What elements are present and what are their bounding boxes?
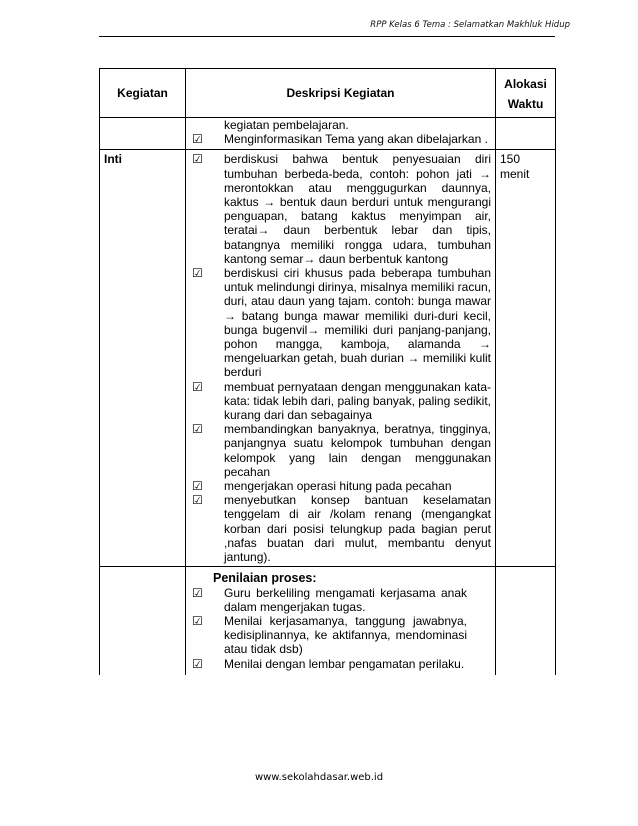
cell-kegiatan-empty [100,118,186,150]
list-item [192,586,467,614]
table-row-inti [100,150,556,567]
list-item [192,493,491,564]
cell-penilaian-deskripsi [186,567,496,675]
penilaian-list [186,586,495,671]
list-item [192,380,491,423]
header-deskripsi: Deskripsi Kegiatan [186,69,496,118]
inti-list [186,152,495,564]
list-item [192,266,491,380]
checkbox-icon: ☑ [192,656,203,671]
page-header: RPP Kelas 6 Tema : Selamatkan Makhluk Hidup [370,20,570,30]
continued-text: kegiatan pembelajaran. [224,118,349,132]
header-alokasi-waktu [496,69,556,118]
header-waktu: Waktu [507,97,544,111]
list-item-text: Guru berkeliling mengamati kerjasama anak dalam mengerjakan tugas. [224,585,467,614]
list-item [192,479,491,493]
list-item-text: Menilai dengan lembar pengamatan perilaku. [224,656,465,671]
alokasi-unit: menit [500,166,530,181]
list-item [192,657,467,671]
cell-alokasi-empty [496,567,556,675]
list-item [192,422,491,479]
checkbox-icon: ☑ [192,266,203,281]
cell-inti-label: Inti [100,150,186,567]
table-row-pendahuluan [100,118,556,150]
table-row-penilaian [100,567,556,675]
cell-kegiatan-empty [100,567,186,675]
list-item-text: membuat pernyataan dengan menggunakan kata-kata: tidak lebih dari, paling banyak, paling sedikit, kurang dari dan sebagainya [224,379,491,423]
cell-alokasi-empty [496,118,556,150]
checkbox-icon: ☑ [192,493,203,508]
checkbox-icon: ☑ [192,613,203,628]
list-item [192,614,467,657]
table-header-row [100,69,556,118]
header-alokasi: Alokasi [504,77,547,91]
checkbox-icon: ☑ [192,132,203,147]
checkbox-icon: ☑ [192,422,203,437]
list-item-text: Menginformasikan Tema yang akan dibelajarkan . [224,132,488,147]
cell-inti-alokasi [496,150,556,567]
list-item-text: berdiskusi bahwa bentuk penyesuaian diri tumbuhan berbeda-beda, contoh: pohon jati → merontokkan atau menggugurkan daunnya, kaktus → bentuk daun berduri untuk mengurangi penguapan, batang kaktus menyimpan air, teratai→ daun berbentuk lebar dan tipis, batangnya memiliki rongga udara, tumbuhan kantong semar→ daun berbentuk kantong [224,152,491,266]
list-item-text: mengerjakan operasi hitung pada pecahan [224,479,452,494]
list-item [192,132,491,146]
penilaian-title: Penilaian proses: [213,571,317,586]
list-item-text: membandingkan banyaknya, beratnya, tingginya, panjangnya suatu kelompok tumbuhan dengan kelompok yang lain dengan menggunakan pecahan [224,422,491,479]
rpp-table [99,68,556,675]
checkbox-icon: ☑ [192,479,203,494]
checkbox-icon: ☑ [192,152,203,167]
header-rule [99,36,555,37]
alokasi-value: 150 [500,152,521,167]
list-item-text: berdiskusi ciri khusus pada beberapa tumbuhan untuk melindungi dirinya, misalnya memiliki racun, duri, atau daun yang tajam. contoh: bunga mawar → batang bunga mawar memiliki duri-duri kecil, bunga bugenvil→ memiliki duri panjang-panjang, pohon mangga, kamboja, alamanda → mengeluarkan getah, buah durian → memiliki kulit berduri [224,266,491,380]
list-item-text: Menilai kerjasamanya, tanggung jawabnya, kedisiplinannya, ke aktifannya, mendominasi atau tidak dsb) [224,613,467,657]
pendahuluan-list [186,132,495,146]
checkbox-icon: ☑ [192,585,203,600]
page-footer: www.sekolahdasar.web.id [254,772,384,783]
checkbox-icon: ☑ [192,379,203,394]
header-kegiatan: Kegiatan [100,69,186,118]
cell-inti-deskripsi [186,150,496,567]
list-item-text: menyebutkan konsep bantuan keselamatan tenggelam di air /kolam renang (mengangkat korban dari posisi telungkup pada bagian perut ,nafas buatan dari mulut, membantu denyut jantung). [224,493,491,565]
cell-pendahuluan-deskripsi [186,118,496,150]
list-item [192,152,491,266]
